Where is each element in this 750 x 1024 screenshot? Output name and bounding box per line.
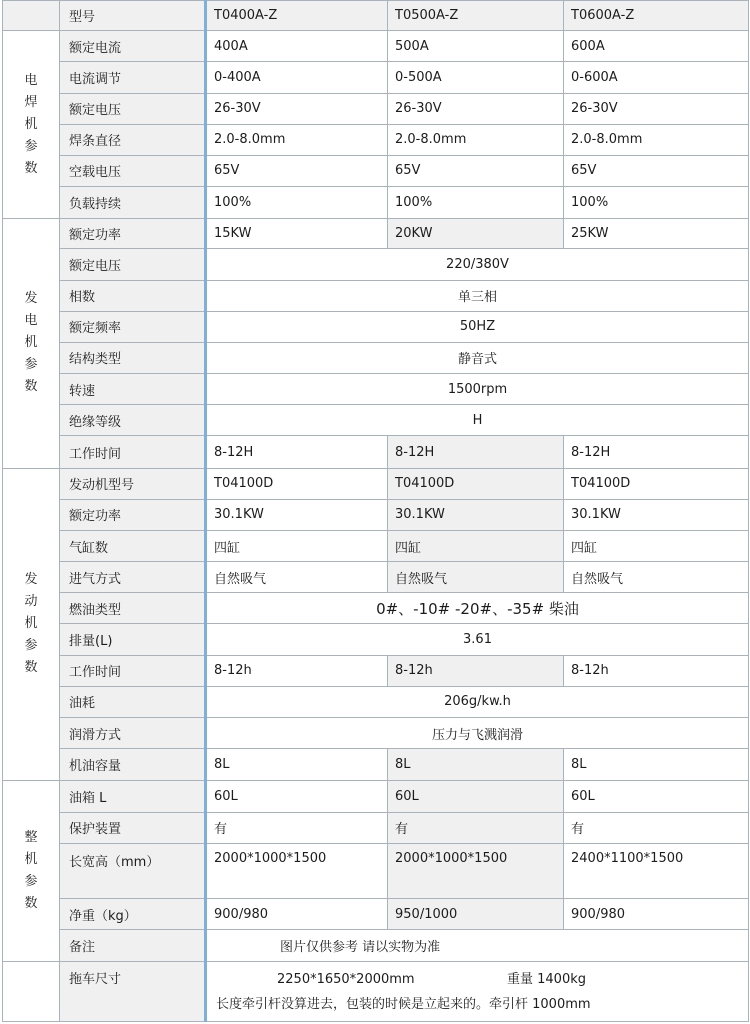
row-label: 转速 bbox=[60, 374, 206, 405]
value-cell: 2.0-8.0mm bbox=[206, 124, 388, 155]
table-row bbox=[3, 930, 749, 962]
value-cell: 26-30V bbox=[388, 93, 564, 124]
value-cell: 0-500A bbox=[388, 62, 564, 93]
value-cell: 100% bbox=[388, 187, 564, 219]
table-row bbox=[3, 31, 749, 62]
table-row bbox=[3, 187, 749, 219]
value-cell: 自然吸气 bbox=[206, 562, 388, 593]
group-title-engine: 发动机参数 bbox=[3, 468, 60, 781]
row-label: 额定功率 bbox=[60, 499, 206, 530]
table-row bbox=[3, 436, 749, 468]
group-title-generator: 发电机参数 bbox=[3, 219, 60, 468]
value-cell: H bbox=[206, 405, 749, 436]
value-cell: 400A bbox=[206, 31, 388, 62]
value-cell: 有 bbox=[388, 812, 564, 843]
value-cell: 950/1000 bbox=[388, 899, 564, 930]
row-label: 净重（kg） bbox=[60, 899, 206, 930]
value-cell: 1500rpm bbox=[206, 374, 749, 405]
table-row bbox=[3, 530, 749, 561]
value-cell: 8-12H bbox=[206, 436, 388, 468]
value-cell: 图片仅供参考 请以实物为准 bbox=[206, 930, 749, 962]
row-label: 备注 bbox=[60, 930, 206, 962]
value-cell: 单三相 bbox=[206, 280, 749, 311]
table-row bbox=[3, 311, 749, 342]
value-cell: 30.1KW bbox=[388, 499, 564, 530]
value-cell: 20KW bbox=[388, 219, 564, 249]
table-row bbox=[3, 717, 749, 748]
trailer-info-cell bbox=[206, 962, 749, 1022]
table-row bbox=[3, 843, 749, 898]
table-row bbox=[3, 374, 749, 405]
value-cell: 65V bbox=[388, 155, 564, 186]
value-cell: 8-12h bbox=[388, 655, 564, 686]
table-row bbox=[3, 405, 749, 436]
table-row bbox=[3, 342, 749, 373]
trailer-note: 长度牵引杆没算进去，包装的时候是立起来的。牵引杆 1000mm bbox=[216, 997, 591, 1013]
value-cell: 8-12h bbox=[206, 655, 388, 686]
value-cell: 3.61 bbox=[206, 624, 749, 655]
model-2-header: T0500A-Z bbox=[388, 1, 564, 31]
value-cell: 500A bbox=[388, 31, 564, 62]
row-label: 发动机型号 bbox=[60, 468, 206, 499]
table-row bbox=[3, 655, 749, 686]
table-row bbox=[3, 280, 749, 311]
table-row bbox=[3, 562, 749, 593]
value-cell: 100% bbox=[206, 187, 388, 219]
row-label: 进气方式 bbox=[60, 562, 206, 593]
value-cell: 60L bbox=[564, 781, 749, 812]
spec-table bbox=[2, 0, 749, 1022]
value-cell: 压力与飞溅润滑 bbox=[206, 717, 749, 748]
value-cell: 2.0-8.0mm bbox=[388, 124, 564, 155]
value-cell: 30.1KW bbox=[206, 499, 388, 530]
table-row bbox=[3, 899, 749, 930]
value-cell: 0-600A bbox=[564, 62, 749, 93]
row-label: 额定频率 bbox=[60, 311, 206, 342]
row-label: 额定电流 bbox=[60, 31, 206, 62]
group-title-trailer bbox=[3, 962, 60, 1022]
row-label: 保护装置 bbox=[60, 812, 206, 843]
row-label: 绝缘等级 bbox=[60, 405, 206, 436]
value-cell: 2.0-8.0mm bbox=[564, 124, 749, 155]
value-cell: 2400*1100*1500 bbox=[564, 843, 749, 898]
value-cell: 自然吸气 bbox=[564, 562, 749, 593]
value-cell: T04100D bbox=[564, 468, 749, 499]
value-cell: 8L bbox=[206, 749, 388, 781]
value-cell: 15KW bbox=[206, 219, 388, 249]
row-label: 油箱 L bbox=[60, 781, 206, 812]
table-row bbox=[3, 812, 749, 843]
value-cell: 四缸 bbox=[206, 530, 388, 561]
table-row bbox=[3, 749, 749, 781]
table-row bbox=[3, 962, 749, 1022]
value-cell: 8-12H bbox=[388, 436, 564, 468]
table-row bbox=[3, 468, 749, 499]
header-row bbox=[3, 1, 749, 31]
value-cell: 自然吸气 bbox=[388, 562, 564, 593]
value-cell: 26-30V bbox=[564, 93, 749, 124]
row-label: 结构类型 bbox=[60, 342, 206, 373]
model-3-header: T0600A-Z bbox=[564, 1, 749, 31]
value-cell: 2000*1000*1500 bbox=[388, 843, 564, 898]
row-label: 油耗 bbox=[60, 686, 206, 717]
value-cell: T04100D bbox=[388, 468, 564, 499]
value-cell: 有 bbox=[564, 812, 749, 843]
row-label: 相数 bbox=[60, 280, 206, 311]
value-cell: 26-30V bbox=[206, 93, 388, 124]
value-cell: 100% bbox=[564, 187, 749, 219]
row-label: 额定功率 bbox=[60, 219, 206, 249]
row-label: 空载电压 bbox=[60, 155, 206, 186]
row-label: 额定电压 bbox=[60, 249, 206, 280]
value-cell: 65V bbox=[206, 155, 388, 186]
row-label: 排量(L) bbox=[60, 624, 206, 655]
value-cell: 220/380V bbox=[206, 249, 749, 280]
row-label: 长宽高（mm） bbox=[60, 843, 206, 898]
table-row bbox=[3, 124, 749, 155]
trailer-size: 2250*1650*2000mm bbox=[277, 972, 415, 988]
row-label: 燃油类型 bbox=[60, 593, 206, 624]
table-row bbox=[3, 249, 749, 280]
value-cell: 25KW bbox=[564, 219, 749, 249]
row-label: 工作时间 bbox=[60, 436, 206, 468]
value-cell: 2000*1000*1500 bbox=[206, 843, 388, 898]
value-cell: 60L bbox=[388, 781, 564, 812]
table-row bbox=[3, 155, 749, 186]
value-cell: 206g/kw.h bbox=[206, 686, 749, 717]
value-cell: 8L bbox=[564, 749, 749, 781]
value-cell: 有 bbox=[206, 812, 388, 843]
value-cell: 8L bbox=[388, 749, 564, 781]
table-row bbox=[3, 93, 749, 124]
value-cell: 600A bbox=[564, 31, 749, 62]
value-cell: 0-400A bbox=[206, 62, 388, 93]
value-cell: T04100D bbox=[206, 468, 388, 499]
value-cell: 四缸 bbox=[388, 530, 564, 561]
table-row bbox=[3, 499, 749, 530]
table-row bbox=[3, 593, 749, 624]
value-cell: 8-12h bbox=[564, 655, 749, 686]
header-label: 型号 bbox=[60, 1, 206, 31]
row-label: 负载持续 bbox=[60, 187, 206, 219]
row-label: 气缸数 bbox=[60, 530, 206, 561]
group-title-machine: 整机参数 bbox=[3, 781, 60, 962]
model-1-header: T0400A-Z bbox=[206, 1, 388, 31]
row-label: 机油容量 bbox=[60, 749, 206, 781]
table-row bbox=[3, 624, 749, 655]
value-cell: 四缸 bbox=[564, 530, 749, 561]
value-cell: 65V bbox=[564, 155, 749, 186]
value-cell: 8-12H bbox=[564, 436, 749, 468]
value-cell: 30.1KW bbox=[564, 499, 749, 530]
table-row bbox=[3, 62, 749, 93]
value-cell: 900/980 bbox=[564, 899, 749, 930]
row-label: 工作时间 bbox=[60, 655, 206, 686]
value-cell: 900/980 bbox=[206, 899, 388, 930]
value-cell: 0#、-10# -20#、-35# 柴油 bbox=[206, 593, 749, 624]
value-cell: 静音式 bbox=[206, 342, 749, 373]
row-label: 拖车尺寸 bbox=[60, 962, 206, 1022]
value-cell: 60L bbox=[206, 781, 388, 812]
row-label: 润滑方式 bbox=[60, 717, 206, 748]
table-row bbox=[3, 219, 749, 249]
group-title-welder: 电焊机参数 bbox=[3, 31, 60, 219]
row-label: 电流调节 bbox=[60, 62, 206, 93]
header-corner-cell bbox=[3, 1, 60, 31]
table-row bbox=[3, 686, 749, 717]
row-label: 额定电压 bbox=[60, 93, 206, 124]
row-label: 焊条直径 bbox=[60, 124, 206, 155]
value-cell: 50HZ bbox=[206, 311, 749, 342]
trailer-weight: 重量 1400kg bbox=[507, 972, 586, 988]
table-row bbox=[3, 781, 749, 812]
